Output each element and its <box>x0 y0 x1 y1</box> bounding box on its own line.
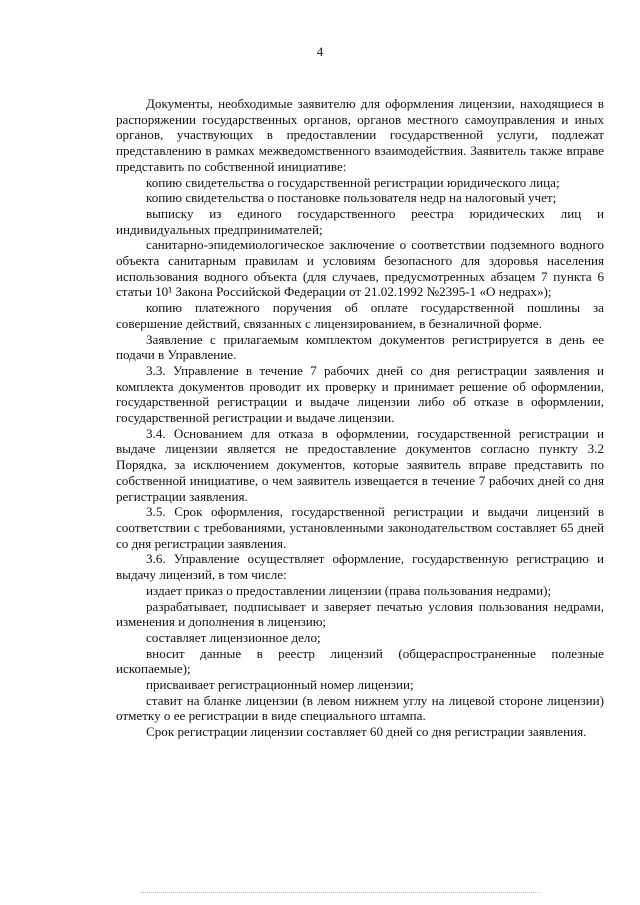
list-item: составляет лицензионное дело; <box>146 629 321 645</box>
list-item: вносит данные в реестр лицензий (общераспространенные полезные ископаемые); <box>116 645 604 677</box>
list-item: выписку из единого государственного реестра юридических лиц и индивидуальных предпринимателей; <box>116 205 604 237</box>
page-number: 4 <box>316 44 324 59</box>
list-item: копию свидетельства о постановке пользователя недр на налоговый учет; <box>146 190 557 206</box>
list-item: копию свидетельства о государственной регистрации юридического лица; <box>146 174 560 190</box>
list-item: ставит на бланке лицензии (в левом нижнем углу на лицевой стороне лицензии) отметку о ее регистрации в виде специального штампа. <box>116 692 604 724</box>
list-item: присваивает регистрационный номер лицензии; <box>146 677 414 693</box>
section-3-5: 3.5. Срок оформления, государственной регистрации и выдачи лицензий в соответствии с требованиями, установленными законодательством составляет 65 дней со дня регистрации заявления. <box>116 504 604 551</box>
list-item: копию платежного поручения об оплате государственной пошлины за совершение действий, связанных с лицензированием, в безналичной форме. <box>116 300 604 331</box>
list-item: разрабатывает, подписывает и заверяет печатью условия пользования недрами, изменения и дополнения в лицензию; <box>116 598 604 630</box>
section-3-6: 3.6. Управление осуществляет оформление, государственную регистрацию и выдачу лицензий, в том числе: <box>116 551 604 583</box>
paragraph-term: Срок регистрации лицензии составляет 60 дней со дня регистрации заявления. <box>146 724 587 740</box>
footer-divider <box>140 892 540 893</box>
section-3-3: 3.3. Управление в течение 7 рабочих дней со дня регистрации заявления и комплекта документов проводит их проверку и принимает решение об оформлении, государственной регистрации и выдаче лицензии либо об отказе в оформлении, государственной регистрации и выдаче лицензии. <box>116 362 604 426</box>
section-3-4: 3.4. Основанием для отказа в оформлении, государственной регистрации и выдаче лицензии является не предоставление документов согласно пункту 3.2 Порядка, за исключением документов, которые заявитель вправе представить по собственной инициативе, о чем заявитель извещается в течение 7 рабочих дней со дня регистрации заявления. <box>116 425 604 504</box>
list-item: санитарно-эпидемиологическое заключение о соответствии подземного водного объекта санитарным правилам и условиям безопасного для здоровья населения использования водного объекта (для случаев, предусмотренных абзацем 7 пункта 6 статьи 10¹ Закона Российской Федерации от 21.02.1992 №2395-1 «О недрах»); <box>116 237 604 300</box>
paragraph-registration: Заявление с прилагаемым комплектом документов регистрируется в день ее подачи в Управление. <box>116 331 604 363</box>
paragraph-documents: Документы, необходимые заявителю для оформления лицензии, находящиеся в распоряжении государственных органов, органов местного самоуправления и иных органов, участвующих в предоставлении государственной услуги, подлежат представлению в рамках межведомственного взаимодействия. Заявитель также вправе представить по собственной инициативе: <box>116 96 604 174</box>
list-item: издает приказ о предоставлении лицензии (права пользования недрами); <box>146 582 552 598</box>
document-body <box>116 96 604 740</box>
